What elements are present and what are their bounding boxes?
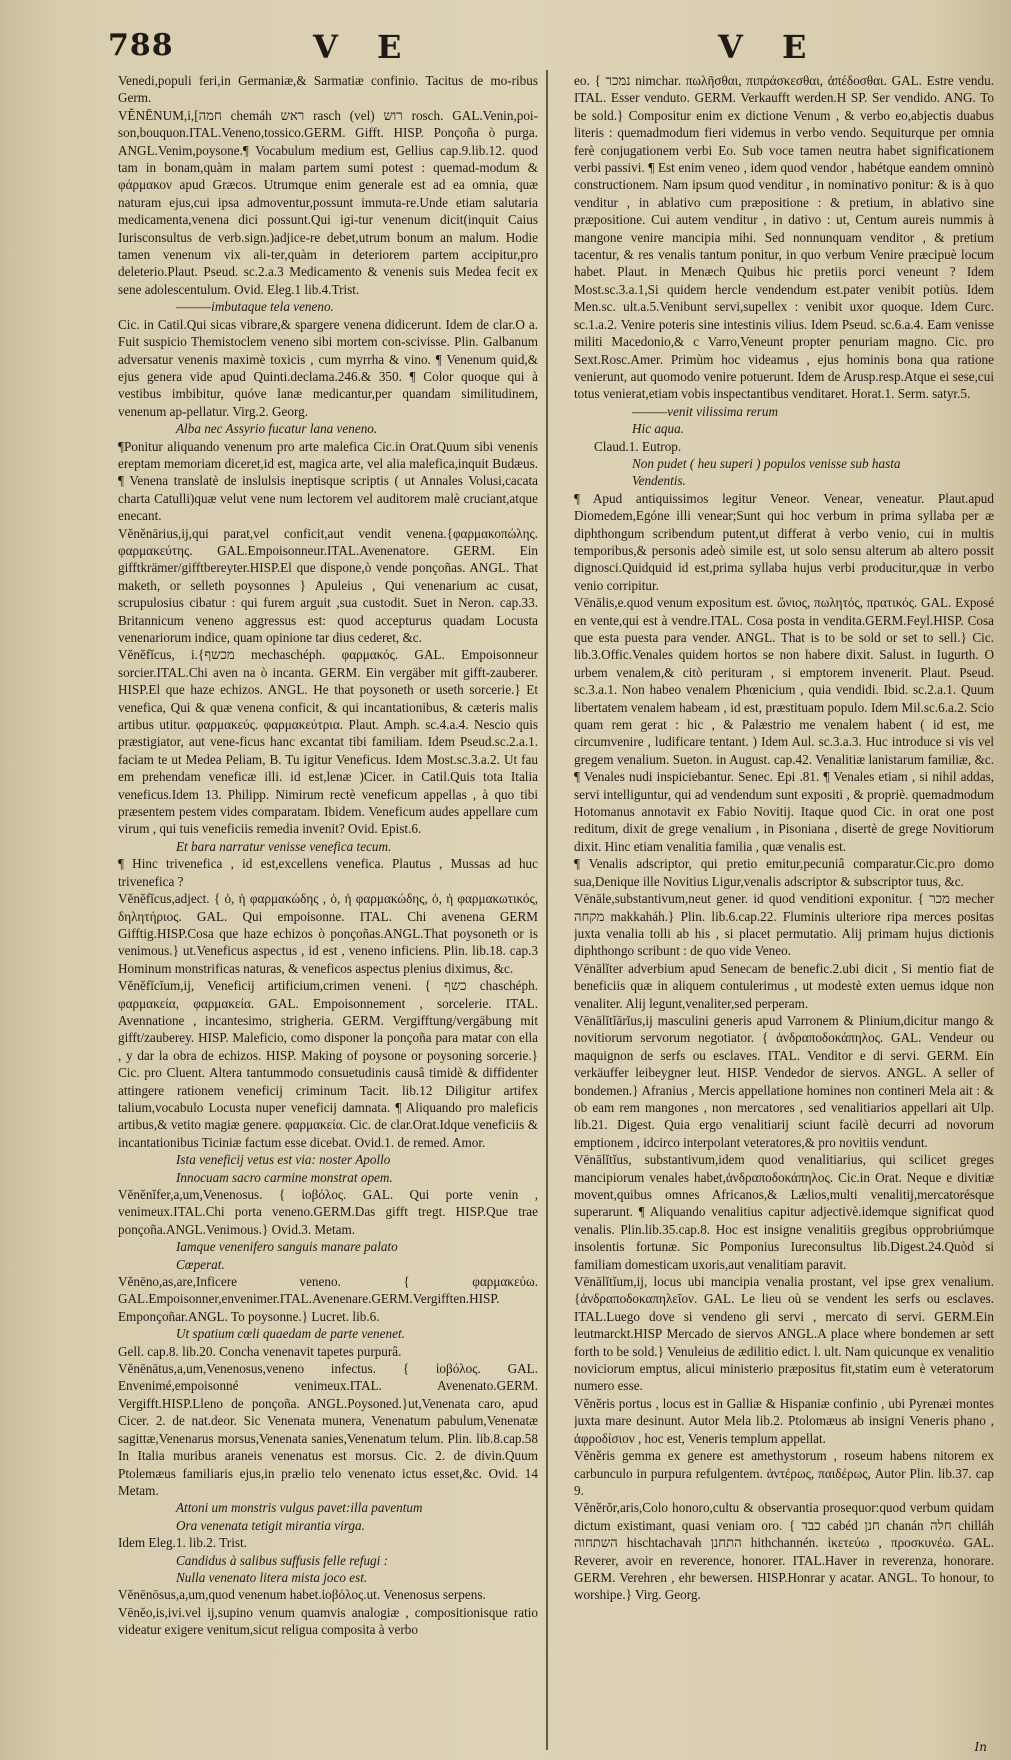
verse-quotation: Hic aqua. bbox=[632, 421, 685, 437]
running-header bbox=[0, 28, 1011, 68]
dictionary-entry: ¶ Apud antiquissimos legitur Veneor. Venear, veneatur. Plaut.apud Diomedem,Egóne illi venear;Sunt qui hoc verbum in prima syllaba per æ diphthongum scribendum putent,ut differat à verbo venio, cui in multis temporibus,& personis adeò simile est, ut solo sensu alterum ab altero possit dignosci.Quidquid id est,prima syllaba hujus verbi producitur,quæ in verbo venio corripitur. bbox=[574, 490, 994, 593]
dictionary-entry: Vēnālĭtĭus, substantivum,idem quod venalitiarius, qui scilicet greges mancipiorum venales habet,ἀνδραποδοκάπηλος. Cic.in Orat. Neque e divitiæ movent,quibus omnes Africanos,& Lælios,multi venalitij,mercatorésque superarunt. ¶ Aliquando venalitius capitur adjectivè.idemque significat quod venalis. Plin.lib.35.cap.8. Hoc est insigne venalitiis gregibus opprobriúmque insolentis fortunæ. Sic Pomponius Iureconsultus lib.Digest.24.Quòd si familiam domesticam uxoris,aut venalitiam paravit. bbox=[574, 1152, 994, 1272]
verse-quotation: Attoni um monstris vulgus pavet:illa paventum bbox=[176, 1500, 423, 1516]
dictionary-entry: Vēnāle,substantivum,neut gener. id quod venditioni exponitur. { מכר mecher מקחה makkaháh.} Plin. lib.6.cap.22. Fluminis ulteriore ripa merces positas juxta venalia tolli ab his , si placet permutatio. Alij primam hujus dictionis diphthongo scribunt : de quo vide Veneo. bbox=[574, 891, 994, 959]
dictionary-entry: Vĕnĕfĭcus,adject. { ὁ, ἡ φαρμακώδης , ὁ, ἡ φαρμακώδης, ὁ, ἡ φαρμακωτικός, δηλητήριος. GAL. Qui empoisonne. ITAL. Chi avenena GERM Gifftig.HISP.Cosa que haze echizos ò ponçoñas.ANGL.That poysoneth or is venimous.} ut.Veneficus aspectus , id est , veneno inficiens. Plin. lib.18. cap.3 Hominum monstrificas naturas, & veneficos aspectus plenius diximus, &c. bbox=[118, 891, 538, 976]
column-divider bbox=[546, 70, 548, 1750]
verse-quotation: Alba nec Assyrio fucatur lana veneno. bbox=[176, 421, 378, 437]
dictionary-entry: Gell. cap.8. lib.20. Concha venenavit tapetes purpurâ. bbox=[118, 1343, 402, 1359]
catchword: In bbox=[974, 1740, 987, 1754]
dictionary-entry: Vĕnēnōsus,a,um,quod venenum habet.ἰοβόλος.ut. Venenosus serpens. bbox=[118, 1587, 486, 1603]
dictionary-entry: Venedi,populi feri,in Germaniæ,& Sarmatiæ confinio. Tacitus de mo-ribus Germ. bbox=[118, 73, 538, 106]
dictionary-entry: Cic. in Catil.Qui sicas vibrare,& spargere venena didicerunt. Idem de clar.O a. Fuit suspicio Themistoclem veneno sibi mortem con-scivisse. Plin. Galbanum adversatur venenis maximè toxicis , cum myrrha & vino. ¶ Venenum quid,& ejus genera vide apud Quinti.declama.246.& 350. ¶ Color quoque qui à vestibus imbibitur, quóve lanæ medicantur,per quandam similitudinem, venenum ap-pellatur. Virg.2. Georg. bbox=[118, 316, 538, 419]
dictionary-entry: Vĕnĕnārius,ij,qui parat,vel conficit,aut vendit venena.{φαρμακοπώλης. φαρμακεύτης. GAL.Empoisonneur.ITAL.Avenenatore. GERM. Ein gifftkrämer/gifftbereyter.HISP.El que dispone,ò vende ponçoñas. ANGL. That maketh, or selleth poysonnes } Apuleius , Qui venenarium ac cusat, scrupulosius cibatur : qui furem arguit ,sua custodit. Suet in Neron. cap.33. Britannicum veneno aggressus est: quod accepturus quadam Locusta venenariorum indice, quam opinione tar dius cederet, &c. bbox=[118, 525, 538, 645]
right-column bbox=[574, 72, 994, 1752]
dictionary-entry: VĔNĒNUM,i,[חמה chemáh ראש rasch (vel) רוש rosch. GAL.Venin,poi-son,bouquon.ITAL.Veneno,tossico.GERM. Gifft. HISP. Ponçoña ò purga. ANGL.Venim,poysone.¶ Vocabulum medium est, Gellius cap.9.lib.12. quod tam in bonam,quàm in malam partem sumi potest : quemad-modum & φάρμακον apud Græcos. Utrumque enim generale est ad ea omnia, quæ naturam ejus,cui ipsa admoventur,possunt immuta-re.Unde etiam salutaria medicamenta,venena dici possunt.Qui igi-tur venenum dicit(inquit Caius Iurisconsultus de verb.sign.)adjice-re debet,utrum bonum an malum. Hodie tamen venenum vix ali-ter,quàm in deteriorem partem accipitur,pro deleterio.Plaut. Pseud. sc.2.a.3 Medicamento & venenis suis Medea fecit ex sene adolescentulum. Ovid. Eleg.1 lib.4.Trist. bbox=[118, 107, 538, 297]
right-running-head: V E bbox=[718, 28, 821, 66]
verse-quotation: ———imbutaque tela veneno. bbox=[176, 299, 334, 315]
left-column bbox=[118, 72, 538, 1752]
dictionary-entry: ¶ Hinc trivenefica , id est,excellens venefica. Plautus , Mussas ad huc trivenefica ? bbox=[118, 856, 538, 889]
dictionary-entry: Vēnālis,e.quod venum expositum est. ὤνιος, πωλητός, πρατικός. GAL. Exposé en vente,qui est à vendre.ITAL. Cosa posta in vendita.GERM.Feyl.HISP. Cosa que esta puesta para vender. ANGL. That is to be sold or set to sell.} Cic. lib.3.Offic.Venales quidem hortos se non habere dixit. Salust. in Iugurth. O urbem venalem,& citò perituram , si emptorem invenerit. Plaut. Pseud. sc.3.a.1. Non habeo venalem Phœnicium , quia vendidi. Ibid. sc.2.a.1. Quum libertatem venalem habeam , id est, præstituam populo. Idem Mil.sc.6.a.2. Scio quam rem gerat : hic , & Palæstrio me venalem habent ( id est, me circumvenire , ludificare tentant. ) Idem Aul. sc.3.a.3. Huc introduce si vis vel gregem venalium. Sueton. in August. cap.42. Venalitiæ lanistarum familiæ, &c. ¶ Venales nudi inspiciebantur. Senec. Epi .81. ¶ Venales etiam , si nihil addas, servi intelliguntur, qui ad vendendum sunt expositi , & propriè. quemadmodum Hotomanus annotavit ex Fabio Novitij. Itaque quod Cic. in orat one post reditum, dixit de grege venalium , in Pisoniana , disertè de grege Novitiorum dixit. Hinc etiam venalitia familia , quæ venalis est. bbox=[574, 595, 994, 854]
dictionary-entry: Vēnālĭter adverbium apud Senecam de benefic.2.ubi dicit , Si mentio fiat de beneficiis quæ in aliquem contulerimus , ut modestè exten uemus idque non venaliter. Alij legunt,venaliter,sed perperam. bbox=[574, 960, 994, 1011]
verse-quotation: Non pudet ( heu superi ) populos venisse sub hasta bbox=[632, 455, 901, 471]
verse-quotation: Iamque venenifero sanguis manare palato bbox=[176, 1239, 398, 1255]
dictionary-entry: ¶Ponitur aliquando venenum pro arte malefica Cic.in Orat.Quum sibi venenis ereptam memoriam diceret,id est, magica arte, vel alia malefica,inquit Budæus. ¶ Venena translatè de inslulsis ineptisque scriptis ( ut Annales Volusi,cacata charta Catulli)quæ velut vene num lectorem vel auditorem malè cruciant,atque enecant. bbox=[118, 438, 538, 524]
dictionary-entry: Vĕnēnātus,a,um,Venenosus,veneno infectus. { ἰοβόλος. GAL. Envenimé,empoisonné venimeux.ITAL. Avenenato.GERM. Vergifft.HISP.Lleno de ponçoña. ANGL.Poysoned.}ut,Venenata caro, apud Cicer. 2. de nat.deor. Sic Venenata munera, Venenatum pabulum,Venenatæ sagittæ,Venenarus morsus,Venenata sanies,Venenatum telum. Plin. lib.8.cap.58 In Italia muribus araneis venenatus est morsus. Cic. 2. de divin.Quum Ptolemæus familiaris ejus,in prælio telo venenato ictus esset,&c. Ovid. 14 Metam. bbox=[118, 1361, 538, 1498]
verse-quotation: Ora venenata tetigit mirantia virga. bbox=[176, 1517, 365, 1533]
verse-quotation: Nulla venenato litera mista joco est. bbox=[176, 1569, 368, 1585]
dictionary-entry: Vĕnĕfĭcus, i.{מכשף mechaschéph. φαρμακός. GAL. Empoisonneur sorcier.ITAL.Chi aven na ò incanta. GERM. Ein vergäber mit gifft-zauberer. HISP.El que haze echizos. ANGL. He that poysoneth or useth sorcerie.} Et venefica, Qui & quæ venena conficit, & qui incantationibus, & cæteris malis artibus utitur. φαρμακεύς. φαρμακεύτρια. Plaut. Amph. sc.4.a.4. Nescio quis præstigiator, aut vene-ficus hanc excantat tibi familiam. Idem Pseud.sc.2.a.1. faciam te ut Medea Peliam, B. Tu igitur Veneficus. Idem Most.sc.3.a.2. Ut fau em prehendam veneficæ illi. id est,lenæ )Cicer. in Catil.Quis tota Italia veneficus.Idem 13. Philipp. Nimirum rectè veneficum appellas , à quo tibi præsentem pestem vides comparatam. Ibidem. Veneficum audes appellare cum virum , qui tuis veneficiis remedia invenit? Ovid. Epist.6. bbox=[118, 647, 538, 837]
dictionary-entry: Idem Eleg.1. lib.2. Trist. bbox=[118, 1535, 247, 1551]
dictionary-entry: eo. { נמכר nimchar. πωλῆσθαι, πιπράσκεσθαι, ἀπέδοσθαι. GAL. Estre vendu. ITAL. Esser venduto. GERM. Verkaufft werden.H SP. Ser vendido. ANG. To be sold.} Compositur enim ex dictione Venum , & verbo eo,abjectis duabus literis : quemadmodum fieri videmus in verbo vendo. Sequiturque per omnia ferè conjugationem verbi Eo. Sub voce tamen neutra habet significationem verbi passivi. ¶ Est enim veneo , idem quod vendor , habétque eandem omninò constructionem. Nam ipsum quod venditur , in nominativo ponitur: & is à quo venditur , in ablativo cum præpositione : & pretium, in ablativo sine præpositione. Cui autem venditur , in dativo : ut, Centum aureis nummis à mangone venire mancipia mihi. Sed nonnunquam venditor , & pretium tacentur, & res venalis tantum ponitur, in quo verbum Venire præcipuè locum habet. Plaut. in Menæch Quibus hic pretiis porci veneunt ? Idem Most.sc.3.a.1,Si quidem hercle vendendum est.pater venibit potiùs. Idem Men.sc. ult.a.5.Venibunt servi,supellex : venibit uxor quoque. Idem Curc. sc.1.a.2. Venire poteris sine intestinis vilius. Idem Pseud. sc.6.a.4. Eam venisse militi Macedonio,& c Varro,Veneunt propter penuriam magno. Cic. pro Sext.Rosc.Amer. Primùm hoc videamus , ejus hominis bona qua ratione venierunt, aut quomodo venire potuerunt. Idem de Arusp.resp.Atque ei sese,cui totus venierat,etiam vobis inspectantibus venditaret. Horat.1. Serm. satyr.5. bbox=[574, 73, 994, 402]
dictionary-entry: Vĕnĕris portus , locus est in Galliæ & Hispaniæ confinio , ubi Pyrenæi montes juxta mare desinunt. Autor Mela lib.2. Ptolomæus ab insigni Veneris phano , ἀφροδίσιον , hoc est, Veneris templum appellat. bbox=[574, 1395, 994, 1446]
verse-quotation: Innocuam sacro carmine monstrat opem. bbox=[176, 1169, 393, 1185]
verse-quotation: Ista veneficij vetus est via: noster Apollo bbox=[176, 1152, 391, 1168]
dictionary-entry: Claud.1. Eutrop. bbox=[594, 438, 682, 454]
verse-quotation: Vendentis. bbox=[632, 473, 686, 489]
dictionary-entry: Vĕnĕrŏr,aris,Colo honoro,cultu & observantia prosequor:quod verbum quidam dictum existimant, quasi veniam oro. { כבד cabéd חנן chanán חלה chilláh השתחוה hischtachavah התחנן hithchannén. ἱκετεύω , προσκυνέω. GAL. Reverer, avoir en reverence, honorer. ITAL.Haver in reverenza, honorare. GERM. Verehren , ehr bewersen. HISP.Honrar y acatar. ANGL. To honour, to worshipe.} Virg. Georg. bbox=[574, 1500, 994, 1603]
page-number: 788 bbox=[108, 28, 174, 63]
dictionary-entry: Vĕnēno,as,are,Inficere veneno. { φαρμακεύω. GAL.Empoisonner,envenimer.ITAL.Avenenare.GERM.Vergifften.HISP. Emponçoñar.ANGL. To poysonne.} Lucret. lib.6. bbox=[118, 1274, 538, 1324]
dictionary-entry: Vĕnĕfĭcĭum,ij, Veneficij artificium,crimen veneni. { כשף chaschéph. φαρμακεία, φαρμακεία. GAL. Empoisonnement , sorcelerie. ITAL. Avennatione , incantesimo, strigheria. GERM. Vergifftung/vergäbung mit gifft/zauberey. HISP. Maleficio, como disponer la ponçoña para matar con ella , y dar la obra de echizos. HISP. Making of poysone or poysoning sorcerie.} Cic. pro Cluent. Altera tantummodo consuetudinis causâ timidè & diffidenter attingere rationem veneficij criminum Tacit. lib.12 Diligitur artifex talium,vocabulo Locusta nuper veneficij damnata. ¶ Aliquando pro maleficis artibus,& vetito magiæ genere. φαρμακεία. Cic. de clar.Orat.Idque veneficiis & incantationibus Ticiniæ factum esse dicebat. Ovid.1. de remed. Amor. bbox=[118, 978, 538, 1150]
dictionary-entry: Vēnālĭtĭārĭus,ij masculini generis apud Varronem & Plinium,dicitur mango & novitiorum servorum negotiator. { ἀνδραποδοκάπηλος. GAL. Vendeur ou maquignon de serfs ou esclaves. ITAL. Venditor e di servi. GERM. Ein verkäuffer leibeygner leut. HISP. Vendedor de siervos. ANGL. A seller of bondemen.} Afranius , Mercis appellatione homines non contineri Mela ait : & ob eam rem mangones , non mercatores , sed venalitiarios appellari ait Ulp. lib.21. Digest. Quia ergo venalitiarij sciunt facilè decurri ad novorum emptionem , idcirco interpolant veteratores,& pro novitiis vendunt. bbox=[574, 1012, 994, 1150]
verse-quotation: Ut spatium cœli quaedam de parte venenet. bbox=[176, 1326, 405, 1342]
verse-quotation: ———venit vilissima rerum bbox=[632, 403, 779, 419]
dictionary-entry: Vĕnĕris gemma ex genere est amethystorum , roseum habens nitorem ex carbunculo in purpura refulgentem. ἀντέρως, παιδέρως, Autor Plin. lib.37. cap 9. bbox=[574, 1448, 994, 1498]
dictionary-entry: Vēnālĭtĭum,ij, locus ubi mancipia venalia prostant, vel ipse grex venalium.{ἀνδραποδοκαπηλεῖον. GAL. Le lieu où se vendent les serfs ou esclaves. ITAL.Luego dove si vendeno gli servi , mercato di servi. GERM.Ein leutmarckt.HISP Mercado de siervos ANGL.A place where bondemen ar sett forth to be sold.} Venuleius de ædilitio edict. l. ult. Nam quicunque ex venalitio noviciorum emptus, alicui ministerio præpositus fit,statim eum è veteratorum numero esse. bbox=[574, 1274, 994, 1394]
verse-quotation: Candidus à salibus suffusis felle refugi : bbox=[176, 1552, 388, 1568]
verse-quotation: Cœperat. bbox=[176, 1256, 225, 1272]
dictionary-entry: ¶ Venalis adscriptor, qui pretio emitur,pecuniâ comparatur.Cic.pro domo sua,Denique ille Novitius Ligur,venalis adscriptor & subscriptor tuus, &c. bbox=[574, 856, 994, 889]
dictionary-entry: Vēnĕo,is,ivi.vel ij,supino venum quamvis analogiæ , compositionisque ratio videatur exigere venitum,sicut religua composita à verbo bbox=[118, 1604, 538, 1638]
verse-quotation: Et bara narratur venisse venefica tecum. bbox=[176, 838, 392, 854]
dictionary-entry: Vĕnĕnĭfer,a,um,Venenosus. { ἰοβόλος. GAL. Qui porte venin , venimeux.ITAL.Chi porta veneno.GERM.Das gifft tregt. HISP.Que trae ponçoña.ANGL.Venimous.} Ovid.3. Metam. bbox=[118, 1187, 538, 1237]
left-running-head: V E bbox=[313, 28, 416, 66]
